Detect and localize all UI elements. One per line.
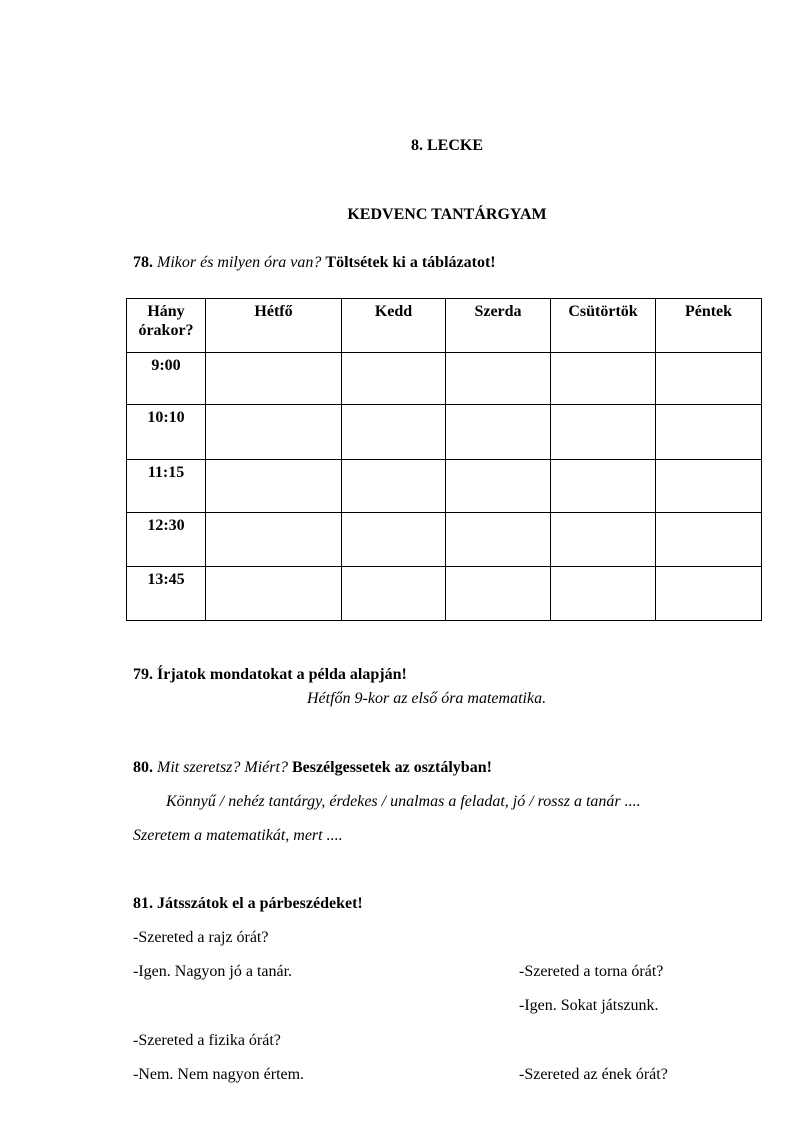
exercise-79-heading — [133, 666, 407, 684]
exercise-instruction: Írjatok mondatokat a példa alapján! — [157, 666, 407, 683]
table-row — [127, 405, 762, 460]
exercise-instruction: Töltsétek ki a táblázatot! — [325, 254, 496, 271]
empty-cell[interactable] — [446, 353, 551, 405]
corner-header-line-1: Hány — [147, 303, 185, 320]
dialogue-line: -Igen. Sokat játszunk. — [519, 997, 659, 1014]
table-header-row — [127, 299, 762, 353]
day-header-monday: Hétfő — [206, 299, 342, 353]
table-row — [127, 567, 762, 621]
empty-cell[interactable] — [551, 460, 656, 513]
table-row — [127, 513, 762, 567]
empty-cell[interactable] — [551, 513, 656, 567]
empty-cell[interactable] — [446, 460, 551, 513]
corner-header-cell — [127, 299, 206, 353]
corner-header-line-2: órakor? — [138, 322, 194, 339]
empty-cell[interactable] — [342, 353, 446, 405]
time-cell: 9:00 — [127, 353, 206, 405]
table-row — [127, 353, 762, 405]
exercise-number: 79. — [133, 666, 153, 683]
time-cell: 10:10 — [127, 405, 206, 460]
empty-cell[interactable] — [446, 567, 551, 621]
lesson-title: 8. LECKE — [410, 137, 483, 154]
empty-cell[interactable] — [206, 405, 342, 460]
day-header-friday: Péntek — [656, 299, 762, 353]
exercise-number: 78. — [133, 254, 153, 271]
empty-cell[interactable] — [206, 513, 342, 567]
empty-cell[interactable] — [551, 567, 656, 621]
exercise-instruction: Beszélgessetek az osztályban! — [291, 759, 492, 776]
time-cell: 13:45 — [127, 567, 206, 621]
exercise-81-heading: 81. Játsszátok el a párbeszédeket! — [133, 895, 363, 912]
empty-cell[interactable] — [206, 567, 342, 621]
day-header-wednesday: Szerda — [446, 299, 551, 353]
empty-cell[interactable] — [656, 567, 762, 621]
empty-cell[interactable] — [656, 405, 762, 460]
empty-cell[interactable] — [206, 353, 342, 405]
empty-cell[interactable] — [551, 405, 656, 460]
empty-cell[interactable] — [551, 353, 656, 405]
exercise-question: Mikor és milyen óra van? — [157, 254, 322, 271]
exercise-number: 80. — [133, 759, 153, 776]
time-cell: 11:15 — [127, 460, 206, 513]
empty-cell[interactable] — [206, 460, 342, 513]
empty-cell[interactable] — [342, 513, 446, 567]
empty-cell[interactable] — [446, 513, 551, 567]
table-row — [127, 460, 762, 513]
exercise-80-heading — [133, 759, 492, 777]
empty-cell[interactable] — [342, 460, 446, 513]
empty-cell[interactable] — [656, 353, 762, 405]
exercise-80-prompts: Könnyű / nehéz tantárgy, érdekes / unalmas a feladat, jó / rossz a tanár .... — [166, 793, 641, 810]
dialogue-line: -Nem. Nem nagyon értem. — [133, 1066, 305, 1083]
exercise-question: Mit szeretsz? Miért? — [157, 759, 288, 776]
day-header-thursday: Csütörtök — [551, 299, 656, 353]
dialogue-line: -Szereted a torna órát? — [519, 963, 664, 980]
exercise-79-example: Hétfőn 9-kor az első óra matematika. — [307, 690, 547, 707]
exercise-80-starter: Szeretem a matematikát, mert .... — [133, 827, 343, 844]
empty-cell[interactable] — [342, 567, 446, 621]
empty-cell[interactable] — [656, 513, 762, 567]
dialogue-line: -Igen. Nagyon jó a tanár. — [133, 963, 293, 980]
time-cell: 12:30 — [127, 513, 206, 567]
dialogue-line: -Szereted a rajz órát? — [133, 929, 269, 946]
empty-cell[interactable] — [656, 460, 762, 513]
empty-cell[interactable] — [342, 405, 446, 460]
timetable — [126, 298, 762, 621]
dialogue-line: -Szereted az ének órát? — [519, 1066, 668, 1083]
lesson-subtitle: KEDVENC TANTÁRGYAM — [347, 206, 547, 223]
dialogue-line: -Szereted a fizika órát? — [133, 1032, 281, 1049]
day-header-tuesday: Kedd — [342, 299, 446, 353]
empty-cell[interactable] — [446, 405, 551, 460]
exercise-78-heading — [133, 254, 496, 272]
